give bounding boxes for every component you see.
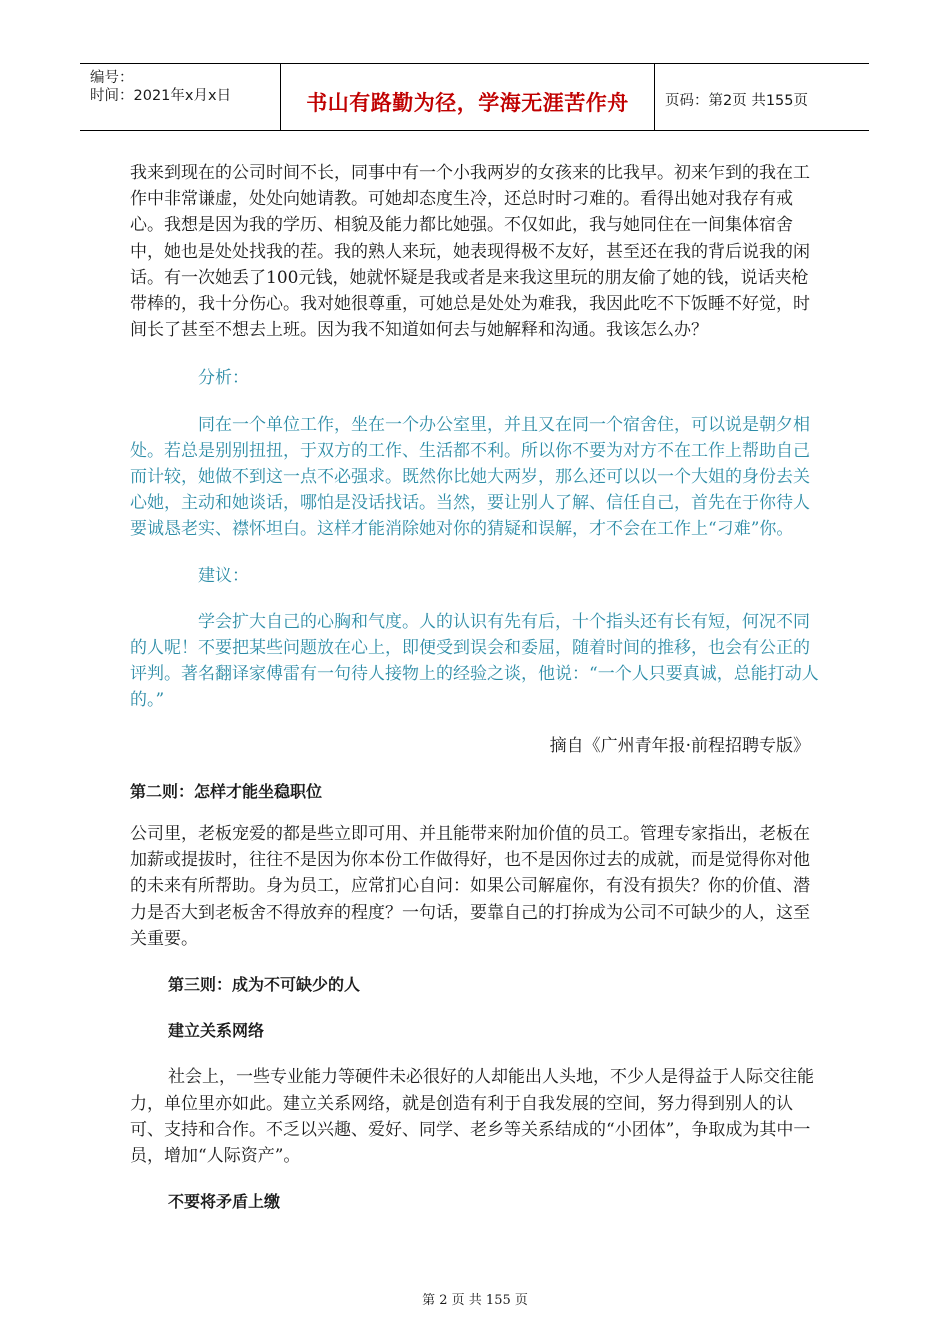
analysis-paragraph: 同在一个单位工作，坐在一个办公室里，并且又在同一个宿舍住，可以说是朝夕相处。若总是别别扭扭，于双方的工作、生活都不利。所以你不要为对方不在工作上帮助自己而计较，她做不到这一点不必强求。既然你比她大两岁，那么还可以以一个大姐的身份去关心她，主动和她谈话，哪怕是没话找话。当然，要让别人了解、信任自己，首先在于你待人要诚恳老实、襟怀坦白。这样才能消除她对你的猜疑和误解，才不会在工作上“刁难”你。 [130, 414, 810, 540]
advice-label: 建议： [198, 565, 249, 586]
section-heading-3: 第三则：成为不可缺少的人 [168, 975, 361, 995]
section-heading-2: 第二则：怎样才能坐稳职位 [130, 781, 323, 801]
header-motto-cell [281, 64, 655, 130]
network-paragraph: 社会上，一些专业能力等硬件未必很好的人却能出人头地，不少人是得益于人际交往能力，单位里亦如此。建立关系网络，就是创造有利于自我发展的空间，努力得到别人的认可、支持和合作。不乏以兴趣、爱好、同学、老乡等关系结成的“小团体”，争取成为其中一员，增加“人际资产”。 [130, 1067, 814, 1167]
page-header [80, 63, 869, 131]
analysis-label: 分析： [198, 368, 249, 389]
number-label: 编号： [90, 70, 134, 86]
source-citation: 摘自《广州青年报·前程招聘专版》 [549, 735, 810, 756]
document-body [130, 160, 820, 1216]
motto: 书山有路勤为径，学海无涯苦作舟 [306, 90, 629, 115]
subheading-conflict: 不要将矛盾上缴 [168, 1192, 281, 1212]
question-paragraph: 我来到现在的公司时间不长，同事中有一个小我两岁的女孩来的比我早。初来乍到的我在工作中非常谦虚，处处向她请教。可她却态度生冷，还总时时刁难的。看得出她对我存有戒心。我想是因为我的学历、相貌及能力都比她强。不仅如此，我与她同住在一间集体宿舍中，她也是处处找我的茬。我的熟人来玩，她表现得极不友好，甚至还在我的背后说我的闲话。有一次她丢了100元钱，她就怀疑是我或者是来我这里玩的朋友偷了她的钱，说话夹枪带棒的，我十分伤心。我对她很尊重，可她总是处处为难我，我因此吃不下饭睡不好觉，时间长了甚至不想去上班。因为我不知道如何去与她解释和沟通。我该怎么办？ [130, 163, 810, 341]
page-footer: 第 2 页 共 155 页 [422, 1293, 528, 1308]
section-2-paragraph: 公司里，老板宠爱的都是些立即可用、并且能带来附加价值的员工。管理专家指出，老板在加薪或提拔时，往往不是因为你本份工作做得好，也不是因你过去的成就，而是觉得你对他的未来有所帮助。身为员工，应常扪心自问：如果公司解雇你，有没有损失？你的价值、潜力是否大到老板舍不得放弃的程度？一句话，要靠自己的打拚成为公司不可缺少的人，这至关重要。 [130, 824, 810, 949]
header-meta [80, 64, 281, 130]
advice-paragraph: 学会扩大自己的心胸和气度。人的认识有先有后，十个指头还有长有短，何况不同的人呢！不要把某些问题放在心上，即便受到误会和委屈，随着时间的推移，也会有公正的评判。著名翻译家傅雷有一句待人接物上的经验之谈，他说：“一个人只要真诚，总能打动人的。” [130, 611, 819, 711]
subheading-network: 建立关系网络 [168, 1021, 265, 1041]
page-info: 页码：第2页 共155页 [665, 93, 809, 109]
time-label: 时间：2021年x月x日 [90, 88, 232, 104]
header-page-cell [655, 64, 869, 130]
